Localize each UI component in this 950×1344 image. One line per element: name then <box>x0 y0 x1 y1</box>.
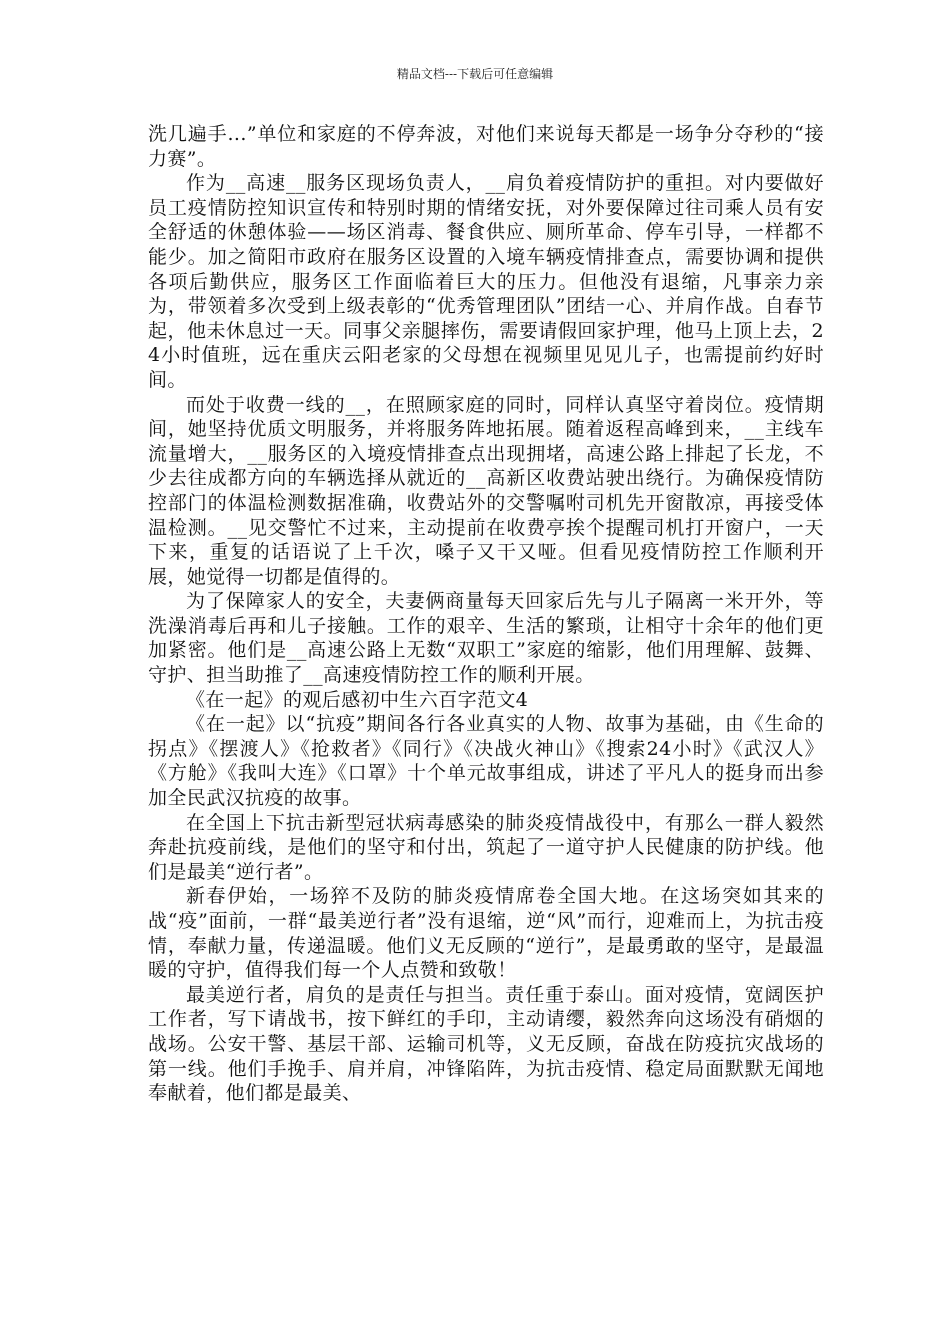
paragraph-2: 作为__高速__服务区现场负责人，__肩负着疫情防护的重担。对内要做好员工疫情防控知识宣传和特别时期的情绪安抚，对外要保障过往司乘人员有安全舒适的休憩体验——场区消毒、餐食供应、厕所革命、停车引导，一样都不能少。加之简阳市政府在服务区设置的入境车辆疫情排查点，需要协调和提供各项后勤供应，服务区工作面临着巨大的压力。但他没有退缩，凡事亲力亲为，带领着多次受到上级表彰的“优秀管理团队”团结一心、并肩作战。自春节起，他未休息过一天。同事父亲腿摔伤，需要请假回家护理，他马上顶上去，24小时值班，远在重庆云阳老家的父母想在视频里见见儿子，也需提前约好时间。 <box>148 172 824 391</box>
section-title: 《在一起》的观后感初中生六百字范文4 <box>186 688 529 711</box>
paragraph-1: 洗几遍手...”单位和家庭的不停奔波，对他们来说每天都是一场争分夺秒的“接力赛”。 <box>148 123 824 170</box>
document-body <box>148 122 824 1106</box>
paragraph-4: 为了保障家人的安全，夫妻俩商量每天回家后先与儿子隔离一米开外，等洗澡消毒后再和儿子接触。工作的艰辛、生活的繁琐，让相守十余年的他们更加紧密。他们是__高速公路上无数“双职工”家庭的缩影，他们用理解、鼓舞、守护、担当助推了__高速疫情防控工作的顺利开展。 <box>148 590 824 687</box>
page-header: 精品文档---下载后可任意编辑 <box>396 67 554 81</box>
paragraph-5: 《在一起》以“抗疫”期间各行各业真实的人物、故事为基础，由《生命的拐点》《摆渡人》《抢救者》《同行》《决战火神山》《搜索24小时》《武汉人》《方舱》《我叫大连》《口罩》十个单元故事组成，讲述了平凡人的挺身而出参加全民武汉抗疫的故事。 <box>148 713 824 810</box>
paragraph-3: 而处于收费一线的__，在照顾家庭的同时，同样认真坚守着岗位。疫情期间，她坚持优质文明服务，并将服务阵地拓展。随着返程高峰到来，__主线车流量增大，__服务区的入境疫情排查点出现拥堵，高速公路上排起了长龙，不少去往成都方向的车辆选择从就近的__高新区收费站驶出绕行。为确保疫情防控部门的体温检测数据准确，收费站外的交警嘱咐司机先开窗散凉，再接受体温检测。__见交警忙不过来，主动提前在收费亭挨个提醒司机打开窗户，一天下来，重复的话语说了上千次，嗓子又干又哑。但看见疫情防控工作顺利开展，她觉得一切都是值得的。 <box>148 393 824 588</box>
paragraph-8: 最美逆行者，肩负的是责任与担当。责任重于泰山。面对疫情，宽阔医护工作者，写下请战书，按下鲜红的手印，主动请缨，毅然奔向这场没有硝烟的战场。公安干警、基层干部、运输司机等，义无反顾，奋战在防疫抗灾战场的第一线。他们手挽手、肩并肩，冲锋陷阵，为抗击疫情、稳定局面默默无闻地奉献着，他们都是最美、 <box>148 983 824 1105</box>
paragraph-6: 在全国上下抗击新型冠状病毒感染的肺炎疫情战役中，有那么一群人毅然奔赴抗疫前线，是他们的坚守和付出，筑起了一道守护人民健康的防护线。他们是最美“逆行者”。 <box>148 811 824 883</box>
paragraph-7: 新春伊始，一场猝不及防的肺炎疫情席卷全国大地。在这场突如其来的战“疫”面前，一群“最美逆行者”没有退缩，逆“风”而行，迎难而上，为抗击疫情，奉献力量，传递温暖。他们义无反顾的“逆行”，是最勇敢的坚守，是最温暖的守护，值得我们每一个人点赞和致敬！ <box>148 885 824 982</box>
